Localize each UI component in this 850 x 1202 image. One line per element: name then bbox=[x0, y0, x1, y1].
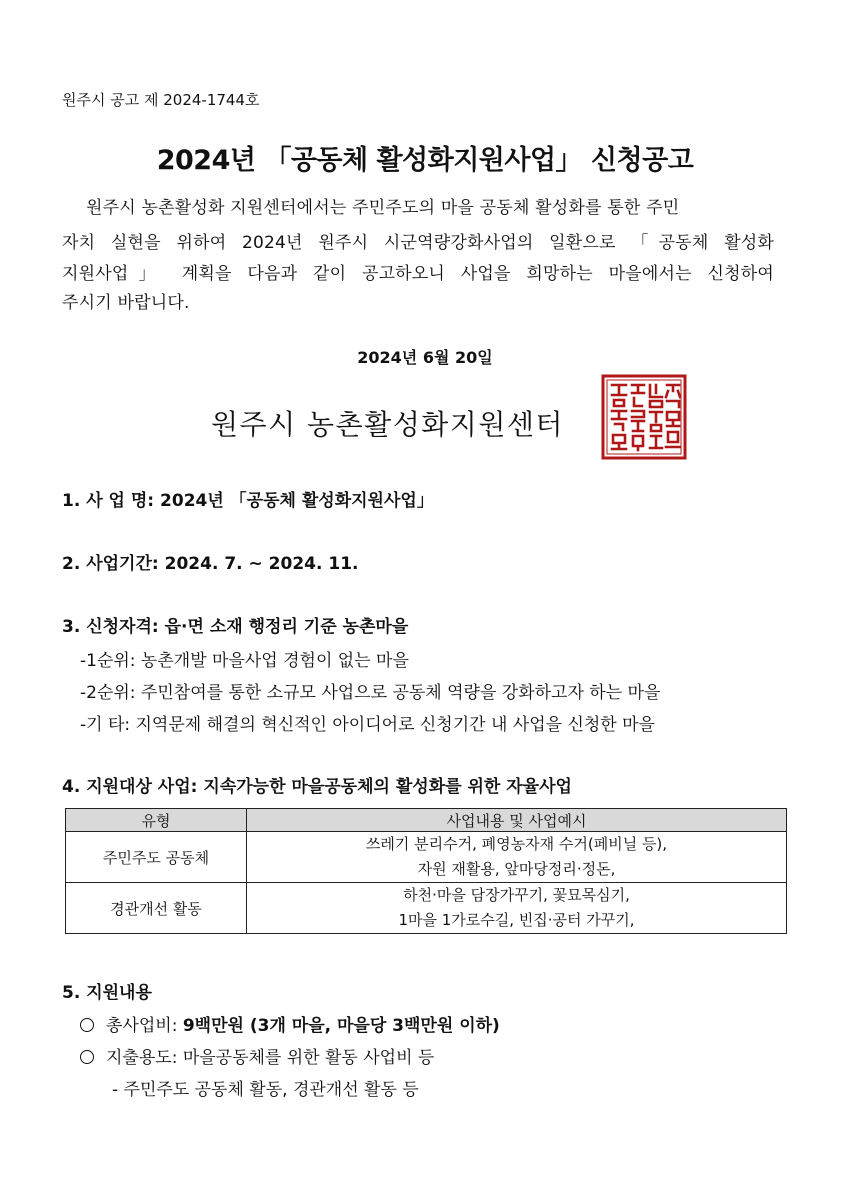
table-cell-content bbox=[247, 883, 787, 934]
section-3-value: 읍·면 소재 행정리 기준 농촌마을 bbox=[164, 617, 409, 637]
table-cell-line: 1마을 1가로수길, 빈집·공터 가꾸기, bbox=[398, 911, 635, 929]
table-header-row bbox=[66, 809, 787, 832]
intro-line-3: 지원사업」 계획을 다음과 같이 공고하오니 사업을 희망하는 마을에서는 신청하여 bbox=[62, 264, 774, 284]
table-cell-content bbox=[247, 832, 787, 883]
section-3-label: 3. 신청자격: bbox=[62, 617, 159, 637]
official-seal-icon bbox=[600, 373, 688, 461]
section-5-support-content: 5. 지원내용 bbox=[62, 983, 152, 1003]
business-type-table bbox=[65, 808, 787, 934]
section-1-business-name bbox=[62, 486, 434, 511]
table-cell-line: 자원 재활용, 앞마당정리·정돈, bbox=[417, 860, 616, 878]
section-2-business-period bbox=[62, 549, 359, 574]
usage-detail: - 주민주도 공동체 활동, 경관개선 활동 등 bbox=[112, 1080, 419, 1100]
eligibility-other: -기 타: 지역문제 해결의 혁신적인 아이디어로 신청기간 내 사업을 신청한 마을 bbox=[80, 715, 655, 735]
issuer-name: 원주시 농촌활성화지원센터 bbox=[211, 408, 564, 441]
table-header-type: 유형 bbox=[66, 809, 247, 832]
eligibility-priority-2: -2순위: 주민참여를 통한 소규모 사업으로 공동체 역량을 강화하고자 하는 마을 bbox=[80, 683, 661, 703]
budget-prefix: 총사업비: bbox=[106, 1016, 183, 1036]
section-3-eligibility bbox=[62, 612, 408, 637]
table-header-content: 사업내용 및 사업예시 bbox=[247, 809, 787, 832]
table-cell-type: 경관개선 활동 bbox=[66, 883, 247, 934]
table-row bbox=[66, 832, 787, 883]
support-total-budget bbox=[80, 1011, 500, 1036]
table-cell-line: 쓰레기 분리수거, 폐영농자재 수거(페비닐 등), bbox=[365, 835, 668, 853]
announcement-date: 2024년 6월 20일 bbox=[357, 348, 493, 367]
section-4-label: 4. 지원대상 사업: bbox=[62, 777, 198, 797]
circle-bullet-icon bbox=[80, 1050, 94, 1064]
budget-value: 9백만원 (3개 마을, 마을당 3백만원 이하) bbox=[182, 1016, 500, 1036]
circle-bullet-icon bbox=[80, 1018, 94, 1032]
support-usage bbox=[80, 1043, 434, 1068]
section-1-label: 1. 사 업 명: bbox=[62, 491, 155, 511]
announcement-number: 원주시 공고 제 2024-1744호 bbox=[62, 91, 260, 109]
section-1-value: 2024년 「공동체 활성화지원사업」 bbox=[160, 491, 434, 511]
table-cell-type: 주민주도 공동체 bbox=[66, 832, 247, 883]
intro-line-1: 원주시 농촌활성화 지원센터에서는 주민주도의 마을 공동체 활성화를 통한 주민 bbox=[86, 198, 680, 218]
intro-line-4: 주시기 바랍니다. bbox=[62, 293, 190, 313]
intro-line-2: 자치 실현을 위하여 2024년 원주시 시군역량강화사업의 일환으로 「공동체 활성화 bbox=[62, 233, 774, 253]
section-4-target-business bbox=[62, 772, 572, 797]
section-2-label: 2. 사업기간: bbox=[62, 554, 159, 574]
eligibility-priority-1: -1순위: 농촌개발 마을사업 경험이 없는 마을 bbox=[80, 651, 409, 671]
table-cell-line: 하천·마을 담장가꾸기, 꽃묘목심기, bbox=[403, 886, 630, 904]
usage-text: 지출용도: 마을공동체를 위한 활동 사업비 등 bbox=[106, 1048, 435, 1068]
table-row bbox=[66, 883, 787, 934]
section-2-value: 2024. 7. ~ 2024. 11. bbox=[164, 554, 359, 574]
section-4-value: 지속가능한 마을공동체의 활성화를 위한 자율사업 bbox=[203, 777, 572, 797]
page-title: 2024년 「공동체 활성화지원사업」 신청공고 bbox=[156, 145, 694, 176]
